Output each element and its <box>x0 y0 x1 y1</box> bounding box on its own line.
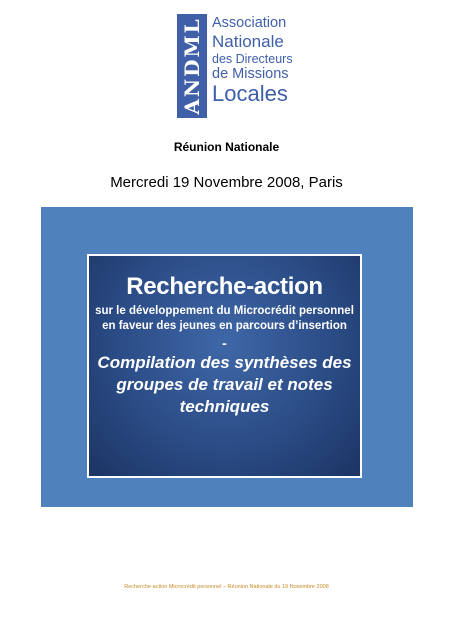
logo-vertical-bar <box>177 14 207 118</box>
cover-compilation-title: Compilation des synthèses des groupes de travail et notes techniques <box>97 353 352 416</box>
cover-outer-box <box>41 207 413 507</box>
logo-line-directeurs: des Directeurs <box>212 51 293 66</box>
logo-text-block <box>212 14 293 105</box>
logo-line-nationale: Nationale <box>212 31 284 51</box>
logo-acronym: ANDML <box>180 17 204 115</box>
cover-inner-box <box>87 254 362 478</box>
logo-line-association: Association <box>212 15 287 31</box>
meeting-label: Réunion Nationale <box>173 140 280 154</box>
meeting-date: Mercredi 19 Novembre 2008, Paris <box>110 174 343 191</box>
cover-separator: - <box>222 335 227 351</box>
page-footer: Recherche-action Microcrédit personnel – Réunion Nationale du 19 Novembre 2008 <box>124 584 329 590</box>
logo-line-missions: de Missions <box>212 66 289 82</box>
logo-line-locales: Locales <box>212 80 288 106</box>
cover-title: Recherche-action <box>126 273 323 300</box>
andml-logo <box>177 14 293 118</box>
cover-subtitle: sur le développement du Microcrédit personnel en faveur des jeunes en parcours d’insertion <box>95 305 354 332</box>
